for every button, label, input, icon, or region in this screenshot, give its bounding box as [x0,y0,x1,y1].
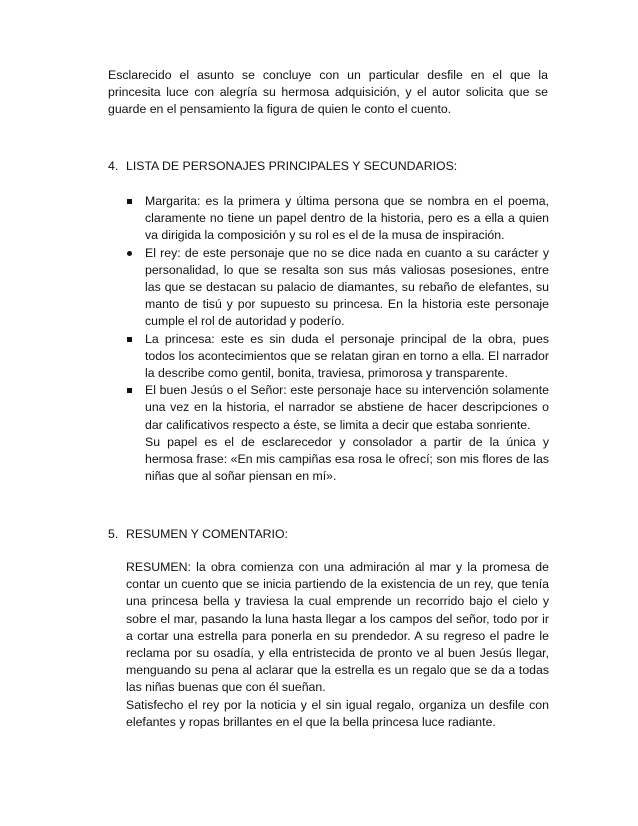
character-list [126,193,549,485]
summary-paragraph: RESUMEN: la obra comienza con una admiración al mar y la promesa de contar un cuento que se inicia partiendo de la existencia de un rey, que tenía una princesa bella y traviesa la cual emprende un recorrido bajo el cielo y sobre el mar, pasando la luna hasta llegar a los campos del señor, todo por ir a cortar una estrella para ponerla en su prendedor. A su regreso el padre le reclama por su osadía, y ella entristecida de pronto ve al buen Jesús llegar, menguando su pena al aclarar que la estrella es un regalo que se da a todas las niñas buenas que con él sueñan. [126,560,549,695]
section-5-heading [108,526,288,543]
section-5-title: RESUMEN Y COMENTARIO: [126,527,288,541]
square-bullet-icon [127,199,132,204]
summary-block [126,559,549,731]
list-item [126,193,549,245]
list-item-text: Margarita: es la primera y última persona que se nombra en el poema, claramente no tiene un papel dentro de la historia, pero es a ella a quien va dirigida la composición y su rol es el de la musa de inspiración. [145,194,549,243]
list-item-text: La princesa: este es sin duda el personaje principal de la obra, pues todos los acontecimientos que se relatan giran en torno a ella. El narrador la describe como gentil, bonita, traviesa, primorosa y transparente. [145,331,549,381]
list-item-text: El rey: de este personaje que no se dice nada en cuanto a su carácter y personalidad, lo que se resalta son sus más valiosas posesiones, entre las que se destacan su palacio de diamantes, su rebaño de elefantes, su manto de tisú y por supuesto su princesa. En la historia este personaje cumple el rol de autoridad y poderío. [145,245,549,329]
section-4-number: 4. [108,159,119,173]
section-4-title: LISTA DE PERSONAJES PRINCIPALES Y SECUNDARIOS: [126,159,458,173]
list-item-text: El buen Jesús o el Señor: este personaje hace su intervención solamente una vez en la historia, el narrador se abstiene de hacer descripciones o dar calificativos respecto a éste, se limita a decir que estaba sonriente. [145,383,549,432]
list-item-continuation: Su papel es el de esclarecedor y consolador a partir de la única y hermosa frase: «En mis campiñas esa rosa le ofrecí; son mis flores de las niñas que al soñar piensan en mí». [145,434,549,484]
list-item [126,331,549,383]
list-item [126,382,549,485]
round-bullet-icon [127,251,132,256]
square-bullet-icon [127,388,132,393]
square-bullet-icon [127,337,132,342]
list-item [126,245,549,331]
intro-paragraph: Esclarecido el asunto se concluye con un particular desfile en el que la princesita luce con alegría su hermosa adquisición, y el autor solicita que se guarde en el pensamiento la figura de quien le conto el cuento. [108,68,548,117]
summary-continuation: Satisfecho el rey por la noticia y el sin igual regalo, organiza un desfile con elefantes y ropas brillantes en el que la bella princesa luce radiante. [126,697,549,729]
section-5-number: 5. [108,527,119,541]
section-4-heading [108,158,457,175]
